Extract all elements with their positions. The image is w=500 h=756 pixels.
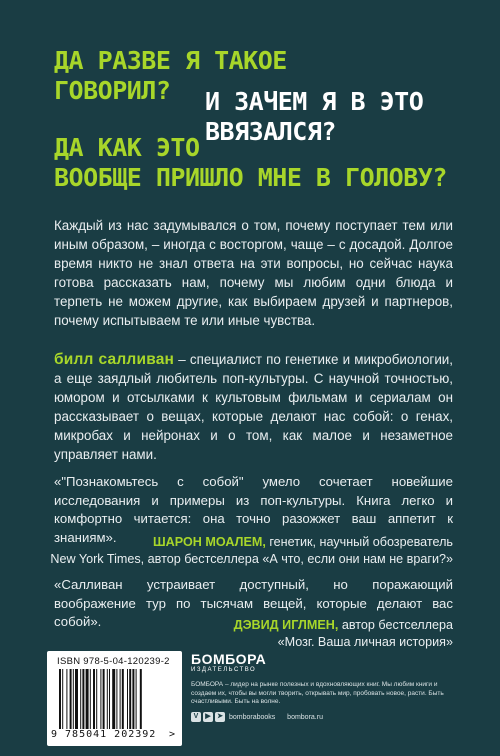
publisher-logo-sub: ИЗДАТЕЛЬСТВО bbox=[191, 667, 257, 673]
attribution-eagleman-role: автор бестселлера bbox=[338, 618, 453, 632]
attribution-eagleman-name: ДЭВИД ИГЛМЕН, bbox=[233, 618, 339, 632]
attribution-moalem-book: New York Times, автор бестселлера «А что, если они нам не враги?» bbox=[50, 552, 453, 566]
barcode-digits: 9 785041 202392 bbox=[51, 729, 157, 740]
author-bio: – специалист по генетике и микробиологии, а еще заядлый любитель поп-культуры. С научной точностью, юмором и отсылками к культовым фильмам и сериалам он рассказывает о вещах, которые делают нас собой: о генах, микробах и нейронах и о том, как малое и незаметное управляет нами. bbox=[54, 352, 454, 462]
attribution-moalem-role: генетик, научный обозреватель bbox=[265, 535, 453, 549]
author-name: билл салливан bbox=[54, 351, 175, 368]
heading-came-to-mind: ДА КАК ЭТО ВООБЩЕ ПРИШЛО МНЕ В ГОЛОВУ? bbox=[54, 133, 447, 192]
publisher-logo-name: БОМБОРА bbox=[191, 651, 267, 667]
barcode bbox=[47, 651, 182, 746]
barcode-bars bbox=[59, 669, 171, 729]
attribution-moalem bbox=[33, 534, 453, 568]
attribution-eagleman-book: «Мозг. Ваша личная история» bbox=[277, 635, 453, 649]
heading-got-involved: И ЗАЧЕМ Я В ЭТО ВВЯЗАЛСЯ? bbox=[205, 87, 424, 146]
vk-icon: V bbox=[191, 712, 201, 722]
telegram-icon: ➤ bbox=[215, 712, 225, 722]
youtube-icon: ▶ bbox=[203, 712, 213, 722]
heading-said-that: ДА РАЗВЕ Я ТАКОЕ ГОВОРИЛ? bbox=[54, 46, 287, 105]
quote-eagleman: «Салливан устраивает доступный, но поражающий воображение тур по тысячам вещей, которые делают вас собой». bbox=[54, 577, 453, 629]
publisher-social bbox=[191, 712, 323, 722]
attribution-eagleman bbox=[33, 617, 453, 651]
publisher-social-handle[interactable]: bomborabooks bbox=[228, 713, 276, 721]
author-paragraph bbox=[54, 350, 453, 464]
attribution-moalem-name: ШАРОН МОАЛЕМ, bbox=[153, 535, 266, 549]
barcode-arrow: > bbox=[169, 729, 177, 740]
quote-moalem: «"Познакомьтесь с собой" умело сочетает новейшие исследования и примеры из поп-культуры. Книга легко и комфортно читается: она точно разожжет ваш аппетит к знаниям». bbox=[54, 474, 453, 545]
publisher-logo bbox=[191, 651, 266, 673]
publisher-site-link[interactable]: bombora.ru bbox=[287, 713, 323, 721]
publisher-blurb: БОМБОРА – лидер на рынке полезных и вдохновляющих книг. Мы любим книги и создаем их, чтобы вы могли творить, открывать мир, пробовать новое, расти. Быть счастливыми. Быть на волне. bbox=[191, 681, 444, 705]
isbn-text: ISBN 978-5-04-120239-2 bbox=[57, 656, 170, 667]
intro-paragraph: Каждый из нас задумывался о том, почему поступает тем или иным образом, – иногда с восторгом, чаще – с досадой. Долгое время никто не знал ответа на эти вопросы, но сейчас наука готова рассказать нам, почему мы любим одни блюда и терпеть не можем другие, как выбираем друзей и партнеров, почему испытываем те или иные чувства. bbox=[54, 218, 453, 328]
